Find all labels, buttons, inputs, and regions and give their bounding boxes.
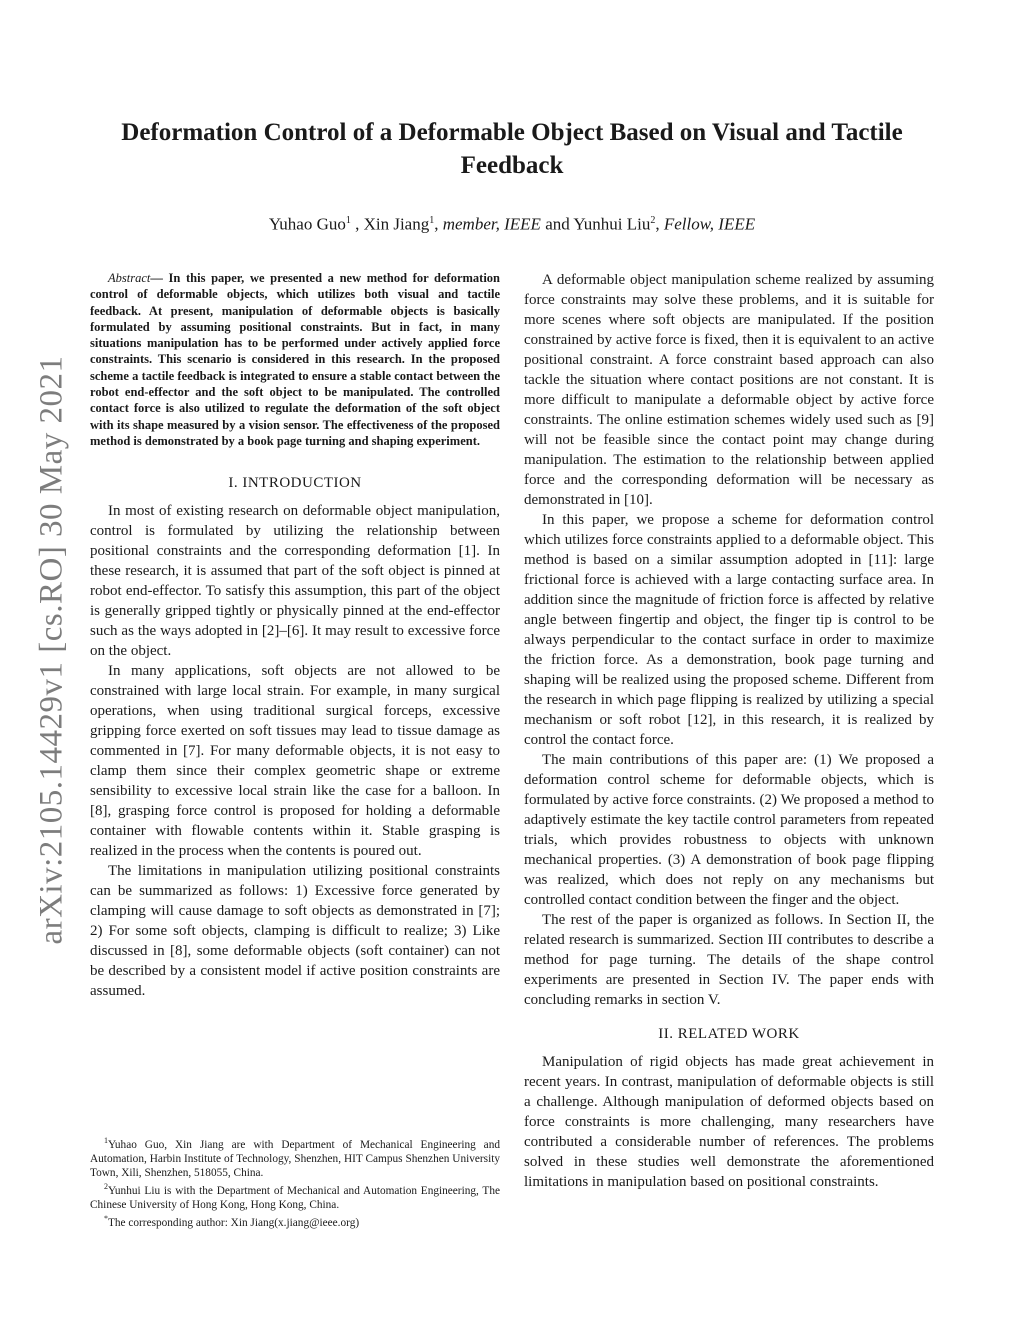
- body-paragraph: A deformable object manipulation scheme realized by assuming force constraints may solve these problems, and it is suitable for more scenes where soft objects are manipulated. If the position constrained by active force is fixed, then it is equivalent to an active positional constraint. A force constraint based approach can also tackle the situation where contact positions are not constant. It is more difficult to manipulate a deformable object by active force constraints. The online estimation schemes widely used such as [9] will not be feasible since the contact point may change during manipulation. The estimation to the relationship between applied force and the corresponding deformation will be necessary as demonstrated in [10].: [524, 272, 934, 508]
- footnote-mark: 1: [104, 1136, 108, 1145]
- section-heading-introduction: I. INTRODUCTION: [228, 475, 362, 492]
- body-paragraph: The limitations in manipulation utilizing positional constraints can be summarized as follows: 1) Excessive force generated by clamping will cause damage to soft objects as demonstrated in [7]; 2) For some soft objects, clamping is difficult to realize; 3) Like discussed in [8], some deformable objects (soft container) can not be described by a consistent model if active position constraints are assumed.: [90, 863, 500, 1000]
- section-heading-related-work: II. RELATED WORK: [658, 1026, 800, 1042]
- author-name: Yuhao Guo: [268, 214, 346, 234]
- body-paragraph: The main contributions of this paper are: (1) We proposed a deformation control scheme for deformable objects, which is formulated by active force constraints. (2) We proposed a method to adaptively estimate the key tactile control parameters from repeated trials, which provides robustness to objects with unknown mechanical properties. (3) A demonstration of book page flipping was realized, which does not reply on any mechanisms but controlled contact condition between the finger and the object.: [524, 752, 934, 908]
- left-column: [90, 270, 500, 1001]
- author-name: Yunhui Liu: [573, 214, 651, 234]
- author-connector: and: [545, 214, 570, 234]
- paper-title: Deformation Control of a Deformable Object Based on Visual and Tactile Feedback: [121, 119, 903, 179]
- affiliation-mark: 2: [650, 215, 656, 226]
- affiliation-mark: 1: [429, 215, 435, 226]
- author-role: member, IEEE: [442, 214, 541, 234]
- footnote-mark: 2: [104, 1181, 108, 1191]
- footnote-mark: *: [104, 1213, 108, 1223]
- right-column: [524, 270, 934, 1192]
- affiliation-mark: 1: [345, 215, 351, 226]
- body-paragraph: In most of existing research on deformable object manipulation, control is formulated by utilizing the relationship between positional constraints and the corresponding deformation [1]. In these research, it is assumed that part of the soft object is pinned at robot end-effector. To satisfy this assumption, this part of the object is generally gripped tightly or physically pinned at the end-effector such as the ways adopted in [2]–[6]. It may result to excessive force on the object.: [90, 503, 500, 660]
- footnote-text: Yunhui Liu is with the Department of Mechanical and Automation Engineering, The Chinese University of Hong Kong, Hong Kong, China.: [90, 1184, 500, 1211]
- author-name: Xin Jiang: [363, 214, 430, 234]
- body-paragraph: Manipulation of rigid objects has made great achievement in recent years. In contrast, manipulation of deformable objects is still a challenge. Although manipulation of deformed objects based on force constraints is more challenging, many researchers have contributed a considerable number of references. The problems solved in these studies well demonstrate the aforementioned limitations in manipulation based on positional constraints.: [524, 1054, 934, 1190]
- abstract-text: In this paper, we presented a new method for deformation control of deformable objects, which utilizes both visual and tactile feedback. At present, manipulation of deformable objects is basically formulated by assuming positional constraints. But in fact, in many situations manipulation has to be performed under actively applied force constraints. This scenario is considered in this research. In the proposed scheme a tactile feedback is integrated to ensure a stable contact between the robot end-effector and the soft object to be manipulated. The controlled contact force is also utilized to regulate the deformation of the soft object with its shape measured by a vision sensor. The effectiveness of the proposed method is demonstrated by a book page turning and shaping experiment.: [90, 271, 501, 448]
- author-line: Yuhao Guo$^1$ , Xin Jiang$^1$, member, IEEE and Yunhui Liu$^2$, Fellow, IEEE: [268, 214, 756, 234]
- footnotes: [90, 1134, 500, 1229]
- footnote: [90, 1212, 500, 1230]
- body-paragraph: In this paper, we propose a scheme for deformation control which utilizes force constraints applied to a deformable object. This method is based on a similar assumption adopted in [11]: large frictional force is achieved with a large contacting surface area. In addition since the magnitude of friction force is affected by relative angle between fingertip and object, the finger tip is control to be always perpendicular to the contact surface in order to maximize the friction force. As a demonstration, book page turning and shaping will be realized using the proposed scheme. Different from the research in which page flipping is realized by utilizing a special mechanism or soft robot [12], in this research, it is realized by control the contact force.: [524, 512, 934, 748]
- body-paragraph: In many applications, soft objects are not allowed to be constrained with large local strain. For example, in many surgical operations, when using traditional surgical forceps, excessive gripping force exerted on soft tissues may lead to tissue damage as commented in [7]. For many deformable objects, it is not easy to clamp them since their complex geometric shape or extreme sensibility to excessive local strain like the case for a balloon. In [8], grasping force control is proposed for holding a deformable container with flowable contents within it. Stable grasping is realized in the process when the contents is poured out.: [90, 663, 500, 860]
- abstract: Abstract— In this paper, we presented a new method for deformation control of deformable objects, which utilizes both visual and tactile feedback. At present, manipulation of deformable objects is basically formulated by assuming positional constraints. But in fact, in many situations manipulation has to be performed under actively applied force constraints. This scenario is considered in this research. In the proposed scheme a tactile feedback is integrated to ensure a stable contact between the robot end-effector and the soft object to be manipulated. The controlled contact force is also utilized to regulate the deformation of the soft object with its shape measured by a vision sensor. The effectiveness of the proposed method is demonstrated by a book page turning and shaping experiment.: [90, 271, 501, 448]
- footnote: [90, 1180, 500, 1212]
- footnote-text: The corresponding author: Xin Jiang(x.jiang@ieee.org): [108, 1216, 360, 1229]
- footnote: [90, 1134, 500, 1180]
- abstract-label: Abstract: [108, 271, 151, 285]
- footnote-text: Yuhao Guo, Xin Jiang are with Department of Mechanical Engineering and Automation, Harbin Institute of Technology, Shenzhen, HIT Campus Shenzhen University Town, Xili, Shenzhen, 518055, China.: [90, 1138, 500, 1179]
- arxiv-identifier-stamp: arXiv:2105.14429v1 [cs.RO] 30 May 2021: [33, 355, 70, 945]
- body-paragraph: The rest of the paper is organized as follows. In Section II, the related research is summarized. Section III contributes to describe a method for page turning. The details of the shape control experiments are presented in Section IV. The paper ends with concluding remarks in section V.: [524, 912, 934, 1008]
- author-role: Fellow, IEEE: [663, 214, 756, 234]
